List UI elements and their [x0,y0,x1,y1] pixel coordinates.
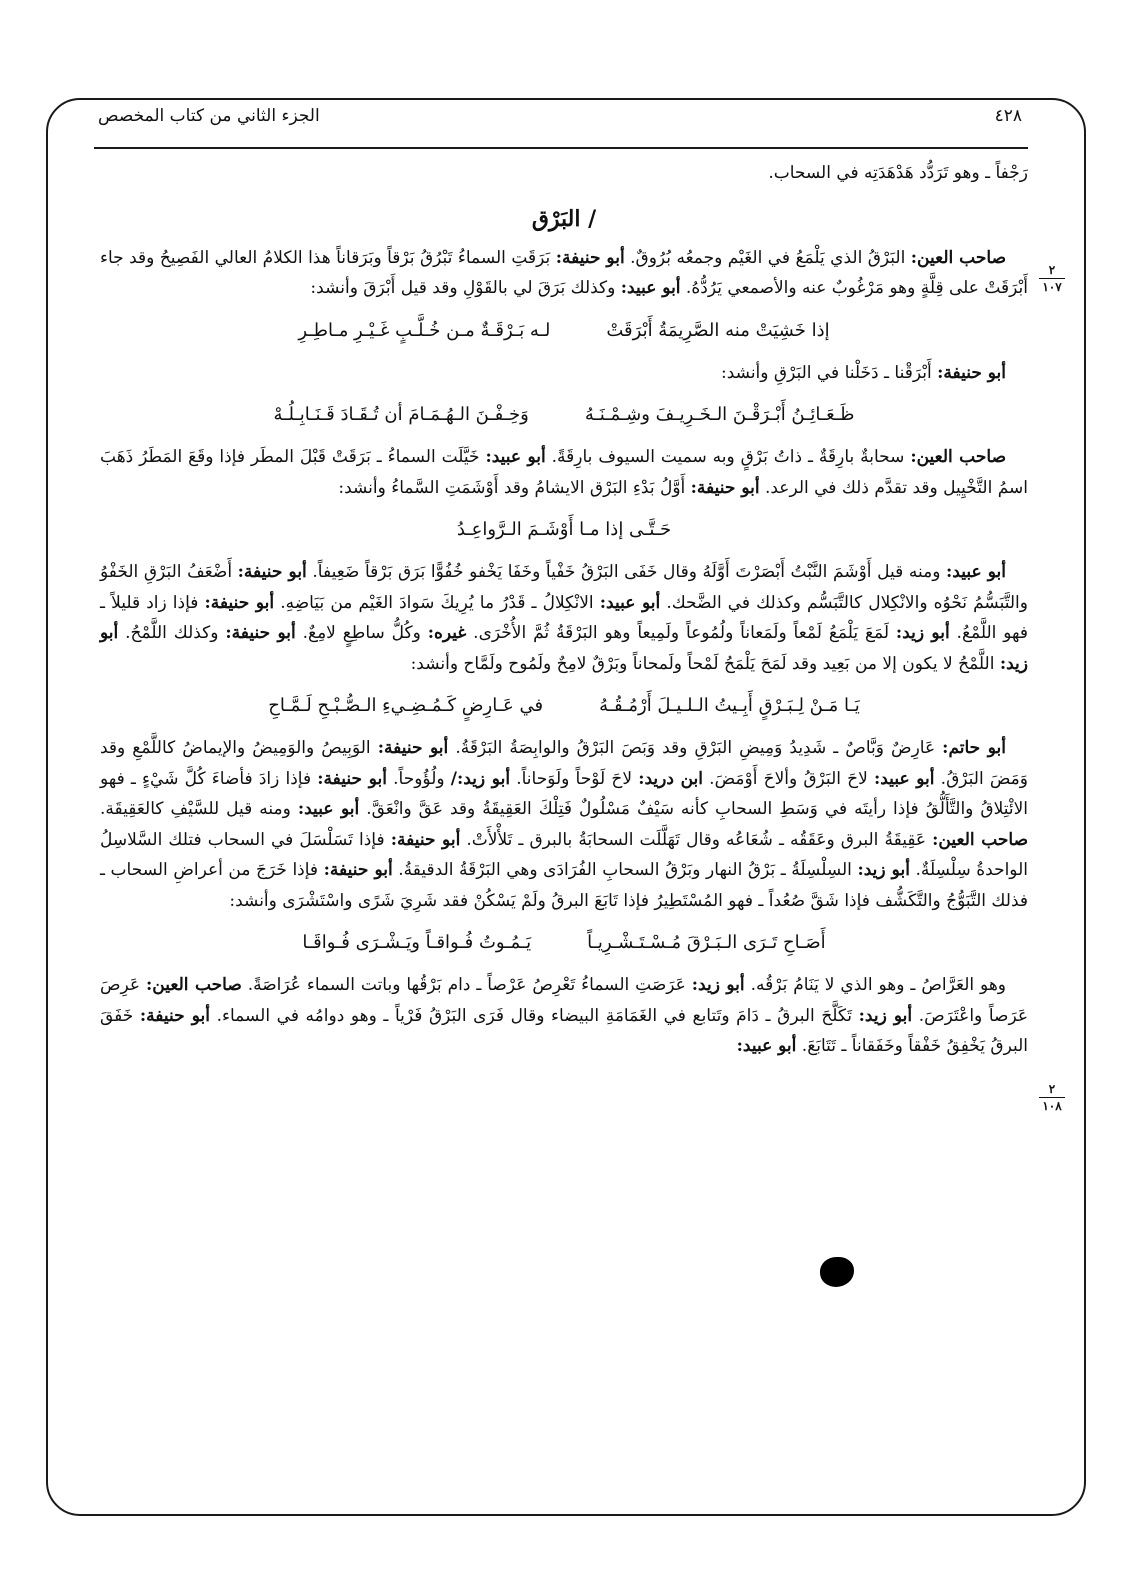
speaker-name: صاحب العين: [932,829,1029,850]
paragraph-text: لاحَ لَوْحاً ولَوَحاناً. [510,768,639,789]
speaker-name: أبو حنيفة: [390,829,461,850]
paragraph-text: وكذلك اللَّمْحُ. [118,623,226,643]
paragraph-text: اللَّمْحُ لا يكون إلا من بَعِيد وقد لَمَحَ يَلْمَحُ لَمْحاً ولَمحاناً وبَرْقٌ لامِحٌ ولَمُوح ولَمَّاح وأنشد: [410,653,1000,674]
verse-hemistich: لـه بَـرْقَـةٌ مـن خُـلَّـبٍ غَـيْـرِ مـاطِـرِ [298,319,551,341]
speaker-name: أبو عبيد: [873,768,935,789]
paragraph [100,557,1028,679]
paragraph-text: الانْكِلالُ ـ قَدْرُ ما يُرِيكَ سَوادَ الغَيْم من بَيَاضِهِ. [274,592,600,613]
paragraph-text: بَرَقَتِ السماءُ تَبْرُقُ بَرْقاً وبَرَقاناً هذا الكلامُ العالي الفَصِيحُ وقد جاء أَبْرَقَتْ على قِلَّةٍ وهو مَرْغُوبٌ عنه والأصمعي يَرُدُّهُ. [100,247,1028,298]
body-text [100,158,1028,1062]
speaker-name: أبو عبيد: [297,799,360,819]
paragraph-text: خَيَّلَت السماءُ ـ بَرَقَتْ قَبْلَ المطَر فإذا وقَعَ المَطَرُ ذَهَبَ اسمُ التَّخْيِيل وقد تقدَّم ذلك في الرعد. [100,447,1028,498]
paragraph-text: فإذا خَرَجَ من أعراضِ السحاب ـ فذلك التَّبَوُّجُ والتَّكَشُّف فإذا شَقَّ صُعُداً ـ فهو المُسْتَطِيرُ فإذا تَابَعَ البرقُ ولَمْ يَسْكُنْ فقد شَرِيَ شَرًى واسْتَشْرَى وأنشد: [100,860,1028,911]
paragraph [100,442,1028,503]
paragraph-text: فإذا زادَ فأضاءَ كُلَّ شَيْءٍ ـ فهو الائْتِلاقُ والتَّأَلُّقُ فإذا رأيتَه في وَسَطِ السحابِ كأنه سَيْفٌ مَسْلُولٌ فَتِلْكَ العَقِيقَةُ وقد عَقَّ وانْعَقَّ. [100,768,1028,819]
paragraph-text: تَكَلَّحَ البرقُ ـ دَامَ وتَتابع في الغَمَامَةِ البيضاء وقال فَرَى البَرْقُ فَرْياً ـ وهو دوامُه في السماء. [210,1005,859,1026]
speaker-name: أبو حنيفة: [377,738,449,758]
paragraph-text: وهو العَرَّاصُ ـ وهو الذي لا يَنَامُ بَرْقُه. [744,975,1006,995]
paragraph-text: السِلْسِلَةُ ـ بَرْقُ النهار وبَرْقُ السحابِ الفُرَادَى وهي البَرْقَةُ الدقيقةُ. [392,860,858,880]
paragraph-text: سحابةٌ بارِقَةٌ ـ ذاتُ بَرْقٍ وبه سميت السيوف بارِقَةً. [545,447,911,467]
paragraph-text: أَوَّلُ بَدْءِ البَرْق الايشامُ وقد أَوْشَمَتِ السَّماءُ وأنشد: [338,477,691,498]
verse-hemistich: حَـتَّـى إذا مـا أَوْشَـمَ الـرَّواعِـدُ [456,519,672,540]
margin-note-folio [1035,263,1069,294]
paragraph-text: الوَبِيصُ والوَمِيضُ والإيماضُ كاللَّمْعِ وقد وَمَضَ البَرْقُ. [100,738,1028,789]
speaker-name: أبو عبيد: [736,1036,797,1056]
margin-note-line [1039,1097,1065,1098]
speaker-name: أبو زيد: [895,623,950,643]
speaker-name: أبو حنيفة: [139,1005,210,1026]
speaker-name: أبو زيد: [691,975,745,995]
verse [100,509,1028,551]
margin-note-top: ٢ [1048,263,1056,277]
verse-hemistich: يَـا مَـنْ لِـبَـرْقٍ أَبِـيتُ الـلـيـلَ أَرْمُـقُـهُ [599,695,860,716]
verse-hemistich: وَخِـفْـنَ الـهُـمَـامَ أن تُـقَـادَ قَـنَـابِـلُـهْ [273,404,529,425]
speaker-name: أبو زيد: [858,1005,913,1026]
paragraph [100,243,1028,304]
verse-hemistich: ظَـعَـائِـنُ أَبْـرَقْـنَ الـخَـرِيـفَ وشِـمْـنَـهُ [584,404,855,425]
speaker-name: أبو حنيفة: [323,860,393,880]
verse-hemistich: يَـمُـوتُ فُـواقـاً ويَـشْـرَى فُـواقَـا [302,932,532,953]
verse-hemistich: إذا خَشِيَتْ منه الصَّرِيمَةُ أَبْرَقَتْ [606,319,830,341]
paragraph-text: عَقِيقَةُ البرق وعَقَقُه ـ شُعَاعُه وقال تَهَلَّلَت السحابَةُ بالبرق ـ تَلأْلأَتْ. [460,829,933,850]
running-title: الجزء الثاني من كتاب المخصص [98,106,320,126]
speaker-name: أبو عبيد: [599,592,661,613]
margin-note-line [1039,278,1065,279]
speaker-name: أبو حنيفة: [204,592,275,613]
paragraph-text: عَرِصَ عَرَصاً واعْتَرَصَ. [100,975,1028,1026]
speaker-name: أبو زيد: [100,623,1028,674]
paragraph-text: وكُلُّ ساطِعٍ لامِعٌ. [295,623,428,643]
speaker-name: أبو حنيفة: [317,768,387,789]
paragraph-text: البَرْقُ الذي يَلْمَعُ في الغَيْم وجمعُه بُرُوقٌ. [624,247,911,268]
paragraph-text: ومنه قيل أَوْشَمَ النَّبْتُ أَبْصَرْتَ أَوَّلَهُ وقال خَفَى البَرْقُ خَفْياً وخَفَا يَخْفو خُفُوًّا بَرَق بَرْقاً ضَعِيفاً. [306,562,947,582]
paragraph-text: أَبْرَقْنا ـ دَخَلْنا في البَرْقِ وأنشد: [721,362,938,383]
page-number: ٤٢٨ [994,106,1022,126]
margin-note-bottom: ١٠٨ [1042,1099,1062,1113]
paragraph-text: ولُؤُوحاً. [386,768,451,789]
speaker-name: أبو عبيد: [620,278,681,298]
paragraph-text: ومنه قيل للسَّيْفِ كالعَقِيقَة. [100,799,298,819]
section-heading: / البَرْق [531,205,597,232]
speaker-name: أبو حنيفة: [690,477,760,498]
speaker-name: صاحب العين: [910,447,1007,467]
paragraph-text: لاحَ البَرْقُ وألاحَ أَوْمَضَ. [703,768,874,789]
speaker-name: أبو عبيد: [946,562,1006,582]
speaker-name: أبو زيد: [857,860,910,880]
speaker-name: أبو حنيفة: [237,562,307,582]
speaker-name: صاحب العين: [910,247,1007,268]
header-rule [94,147,1028,149]
paragraph [100,358,1028,389]
speaker-name: أبو حاتم: [942,738,1006,758]
speaker-name: أبو زيد:/ [450,768,511,789]
verse [100,310,1028,352]
speaker-name: صاحب العين: [146,975,242,995]
paragraph [100,158,1028,189]
margin-note-top: ٢ [1048,1082,1056,1096]
paragraph [100,733,1028,916]
paragraph-text: عَرَصَتِ السماءُ تَعْرِصُ عَرْصاً ـ دام بَرْقُها وباتت السماء عُرَاصَةً. [241,975,692,995]
paragraph [100,970,1028,1062]
paragraph-text: فإذا تَسَلْسَلَ في السحاب فتلك السَّلاسِلُ الواحدةُ سِلْسِلَةٌ. [100,829,1028,880]
verse-hemistich: أَصَـاحِ تَـرَى الـبَـرْقَ مُـسْـتَـشْـرِيـاً [587,932,826,953]
verse [100,394,1028,436]
margin-note-folio [1035,1082,1069,1113]
speaker-name: أبو عبيد: [485,447,546,467]
paragraph-text: خَفَقَ البرقُ يَخْفِقُ خَفْقاً وخَفَقاناً ـ تَتَابَعَ. [100,1005,1028,1056]
paragraph-text: لَمَعَ يَلْمَعُ لَمْعاً ولَمَعاناً ولُمُوعاً ولَمِيعاً وهو البَرْقَةُ ثُمَّ الأُخْرَى. [466,623,896,643]
verse-hemistich: في عَـارِضٍ كَـمُـضِـيءِ الـصُّـبْـحِ لَـمَّـاحِ [268,695,544,716]
paragraph-text: أَضْعَفُ البَرْقِ الخَفْوُ والتَّبَسُّمُ نَحْوُه والانْكِلال كالتَّبَسُّم وكذلك في الضَّحك. [100,562,1028,613]
page-header [90,100,1030,140]
speaker-name: ابن دريد: [638,768,703,789]
speaker-name: أبو حنيفة: [225,623,296,643]
paragraph-text: رَجْفاً ـ وهو تَرَدُّد هَدْهَدَتِه في السحاب. [768,163,1028,183]
verse [100,922,1028,964]
speaker-name: أبو حنيفة: [555,247,625,268]
verse [100,685,1028,727]
speaker-name: أبو حنيفة: [937,362,1006,383]
speaker-name: غيره: [427,623,467,643]
paragraph-text: عَارِضٌ وَبَّاصٌ ـ شَدِيدُ وَمِيضِ البَرْقِ وقد وَبَصَ البَرْقُ والوابِصَةُ البَرْقَةُ. [448,738,943,758]
margin-note-bottom: ١٠٧ [1042,280,1062,294]
paragraph-text: وكذلك بَرَقَ لي بالقَوْلِ وقد قيل أَبْرَقَ وأنشد: [310,278,621,298]
paragraph-text: فإذا زاد قليلاً ـ فهو اللَّمْعُ. [100,592,1028,643]
